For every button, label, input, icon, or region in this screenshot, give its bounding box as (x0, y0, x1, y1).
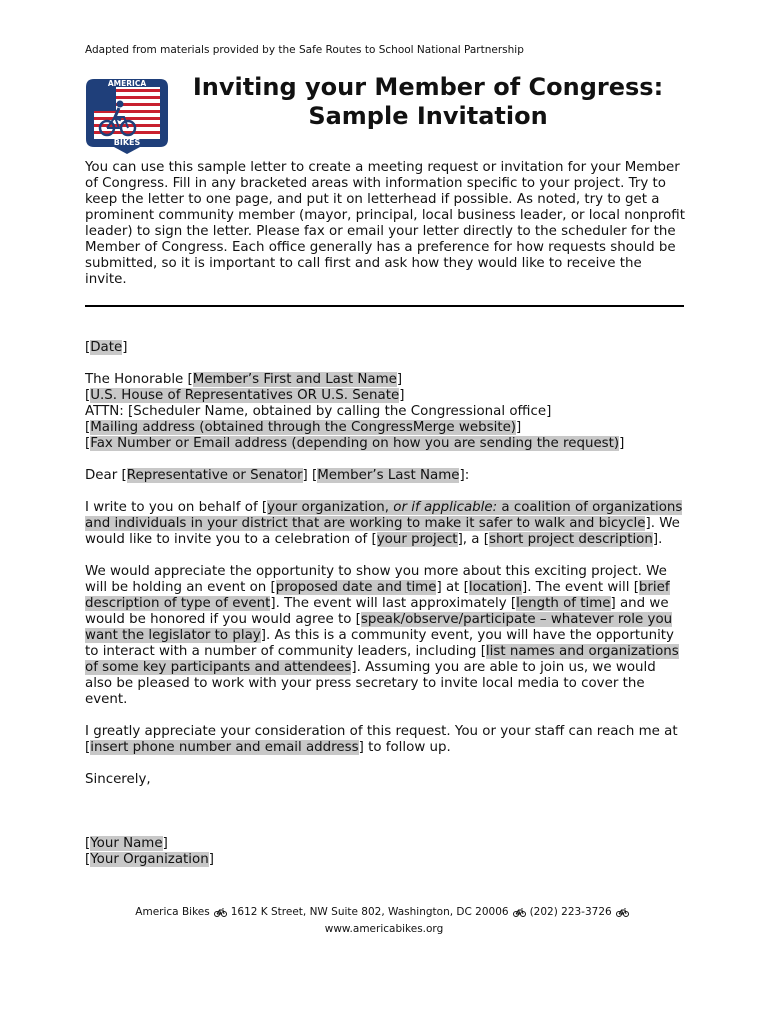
attn-line: ATTN: [Scheduler Name, obtained by calling the Congressional office (85, 404, 547, 419)
address-block: The Honorable [Member’s First and Last Name] [U.S. House of Representatives OR U.S. Senate] ATTN: [Scheduler Name, obtained by calling the Congressional office] [Mailing address (obtained through the CongressMerge website)] [Fax Number or Email address (depending on how you are sending the request)] (85, 372, 625, 451)
footer-contact-line (84, 905, 684, 922)
salutation: Dear [Representative or Senator] [Member’s Last Name]: (85, 468, 470, 483)
role-placeholder: speak/observe/participate – whatever role you want the legislator to play (85, 612, 673, 643)
mailing-placeholder: Mailing address (obtained through the CongressMerge website) (90, 420, 517, 435)
description-placeholder: short project description (489, 532, 653, 547)
bicycle-icon (616, 907, 629, 922)
signature-block: [Your Name] [Your Organization] (85, 836, 214, 867)
date-line: [Date] (85, 340, 128, 355)
p1-text-a: I write to you on behalf of [ (85, 500, 268, 515)
america-bikes-logo (84, 77, 170, 155)
bicycle-icon (214, 907, 227, 922)
last-name-placeholder: Member’s Last Name (317, 468, 460, 483)
bicycle-icon (513, 907, 526, 922)
p2-text-f: ]. As this is a community event, you will have the opportunity to interact with a number of community leaders, including [ (85, 628, 674, 659)
logo-top-text: AMERICA (107, 79, 147, 88)
sample-letter (85, 340, 685, 868)
location-placeholder: location (468, 580, 523, 595)
footer-url[interactable]: www.americabikes.org (324, 923, 444, 935)
rep-senator-placeholder: Representative or Senator (126, 468, 303, 483)
p2-text-d: ]. The event will last approximately [ (270, 596, 517, 611)
member-name-placeholder: Member’s First and Last Name (192, 372, 397, 387)
p1-text-b: ]. We would like to invite you to a celebration of [ (85, 516, 680, 547)
title-line-1: Inviting your Member of Congress: (192, 73, 664, 101)
participants-placeholder: list names and organizations of some key participants and attendees (85, 644, 679, 675)
signature-space (85, 804, 685, 836)
contact-placeholder: insert phone number and email address (90, 740, 359, 755)
p1-text-c: ], a [ (457, 532, 489, 547)
p3-text-b: ] to follow up. (358, 740, 451, 755)
event-type-placeholder: brief description of type of event (85, 580, 670, 611)
project-placeholder: your project (376, 532, 458, 547)
length-placeholder: length of time (516, 596, 611, 611)
closing: Sincerely, (85, 772, 151, 787)
your-org-placeholder: Your Organization (90, 852, 209, 867)
p1-italic: or if applicable: (393, 500, 498, 515)
paragraph-2 (85, 564, 685, 708)
p3-text-a: I greatly appreciate your consideration of this request. You or your staff can reach me at [ (85, 724, 678, 755)
footer-address: 1612 K Street, NW Suite 802, Washington, DC 20006 (230, 906, 509, 918)
source-note: Adapted from materials provided by the Safe Routes to School National Partnership (85, 44, 524, 56)
p2-text-c: ]. The event will [ (522, 580, 639, 595)
intro-paragraph: You can use this sample letter to create a meeting request or invitation for your Member of Congress. Fill in any bracketed areas with information specific to your project. Try to keep the letter to one page, and put it on letterhead if possible. As noted, try to get a prominent community member (mayor, principal, local business leader, or local nonprofit leader) to sign the letter. Please fax or email your letter directly to the scheduler for the Member of Congress. Each office generally has a preference for how requests should be submitted, so it is important to call first and ask how they would like to receive the invite. (85, 160, 685, 287)
fax-placeholder: Fax Number or Email address (depending on how you are sending the request) (90, 436, 620, 451)
logo-bottom-text: BIKES (113, 138, 141, 147)
p2-text-a: We would appreciate the opportunity to show you more about this exciting project. We will be holding an event on [ (85, 564, 667, 595)
p2-text-g: ]. Assuming you are able to join us, we would also be pleased to work with your press secretary to invite local media to cover the event. (85, 660, 656, 707)
paragraph-1: I write to you on behalf of [your organization, or if applicable: a coalition of organizations and individuals in your district that are working to make it safer to walk and bicycle]. We would like to invite you to a celebration of [your project], a [short project description]. (85, 500, 683, 547)
footer (84, 905, 684, 937)
p2-text-e: ] and we would be honored if you would agree to [ (85, 596, 669, 627)
chamber-placeholder: U.S. House of Representatives OR U.S. Senate (90, 388, 400, 403)
footer-phone: (202) 223-3726 (529, 906, 612, 918)
page-title (180, 73, 676, 131)
footer-org: America Bikes (135, 906, 210, 918)
dear-prefix: Dear [ (85, 468, 127, 483)
p1-org: your organization, (267, 500, 390, 515)
title-line-2: Sample Invitation (308, 102, 548, 130)
p1-coalition: a coalition of organizations and individuals in your district that are working to make it safer to walk and bicycle (85, 500, 683, 531)
event-date-placeholder: proposed date and time (275, 580, 437, 595)
paragraph-3 (85, 724, 685, 756)
p2-text-b: ] at [ (436, 580, 469, 595)
date-placeholder: Date (90, 340, 123, 355)
divider (85, 305, 684, 307)
your-name-placeholder: Your Name (90, 836, 163, 851)
honorable-prefix: The Honorable [ (85, 372, 193, 387)
